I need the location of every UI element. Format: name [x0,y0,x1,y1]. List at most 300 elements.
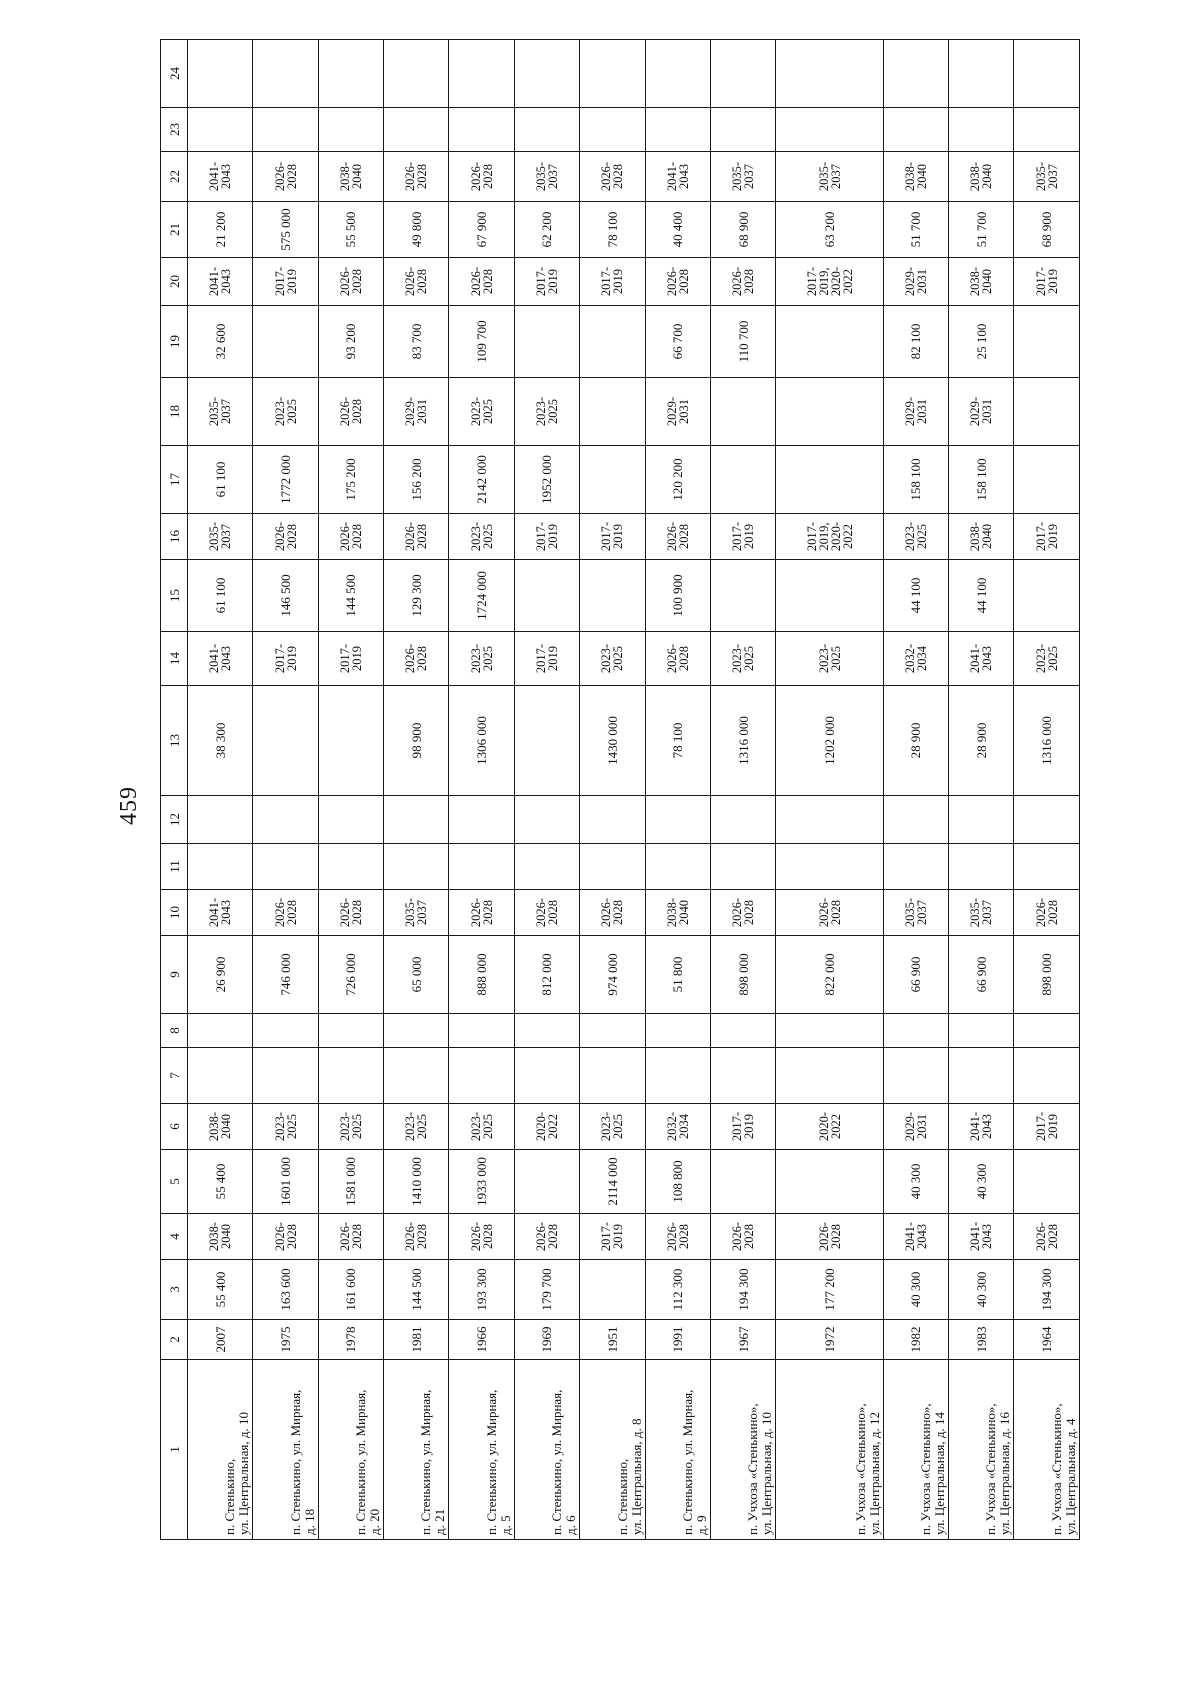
header-row [161,40,188,1540]
value-cell: 44 100 [883,560,948,632]
table-row [883,40,948,1540]
period-cell: 2035- 2037 [776,152,884,202]
value-cell: 146 500 [253,560,318,632]
value-cell: 726 000 [318,936,383,1014]
value-cell [1014,306,1080,378]
period-cell: 2032- 2034 [645,1104,710,1150]
value-cell [1014,378,1080,446]
value-cell: 98 900 [384,686,449,796]
value-cell [1014,1048,1080,1104]
value-cell: 40 300 [883,1150,948,1214]
value-cell [449,40,514,108]
address-cell: п. Стенькино, ул. Мирная, д. 5 [449,1360,514,1540]
value-cell [710,560,775,632]
value-cell: 66 900 [883,936,948,1014]
period-cell: 2026- 2028 [449,1214,514,1260]
value-cell: 55 500 [318,202,383,258]
period-cell: 2035- 2037 [883,890,948,936]
value-cell: 888 000 [449,936,514,1014]
period-cell: 2032- 2034 [883,632,948,686]
value-cell [949,1014,1014,1048]
period-cell: 2023- 2025 [883,514,948,560]
column-header: 20 [161,258,188,306]
value-cell: 1964 [1014,1320,1080,1360]
period-cell: 2017- 2019 [514,514,579,560]
period-cell: 2038- 2040 [318,152,383,202]
period-cell: 2023- 2025 [710,632,775,686]
value-cell: 66 700 [645,306,710,378]
period-cell: 2038- 2040 [188,1104,253,1150]
period-cell: 2017- 2019, 2020- 2022 [776,258,884,306]
period-cell: 2026- 2028 [710,890,775,936]
value-cell [449,796,514,844]
address-cell: п. Стенькино, ул. Мирная, д. 20 [318,1360,383,1540]
value-cell [883,796,948,844]
column-header: 22 [161,152,188,202]
value-cell: 193 300 [449,1260,514,1320]
value-cell [580,1014,645,1048]
value-cell: 575 000 [253,202,318,258]
value-cell [188,796,253,844]
column-header: 19 [161,306,188,378]
period-cell: 2023- 2025 [384,1104,449,1150]
period-cell: 2038- 2040 [188,1214,253,1260]
value-cell: 1991 [645,1320,710,1360]
value-cell [883,40,948,108]
value-cell [384,40,449,108]
value-cell: 161 600 [318,1260,383,1320]
value-cell [645,1014,710,1048]
period-cell: 2041- 2043 [188,258,253,306]
period-cell: 2026- 2028 [1014,890,1080,936]
period-cell: 2029- 2031 [949,378,1014,446]
value-cell [580,306,645,378]
value-cell: 1601 000 [253,1150,318,1214]
column-header: 2 [161,1320,188,1360]
period-cell: 2026- 2028 [318,890,383,936]
value-cell [384,108,449,152]
value-cell: 1410 000 [384,1150,449,1214]
address-cell: п. Стенькино, ул. Мирная, д. 21 [384,1360,449,1540]
period-cell: 2038- 2040 [949,258,1014,306]
value-cell: 108 800 [645,1150,710,1214]
value-cell [253,1048,318,1104]
value-cell [645,108,710,152]
value-cell [580,560,645,632]
period-cell: 2017- 2019 [253,632,318,686]
value-cell [253,686,318,796]
value-cell: 66 900 [949,936,1014,1014]
value-cell: 1982 [883,1320,948,1360]
value-cell: 112 300 [645,1260,710,1320]
value-cell: 40 300 [949,1260,1014,1320]
address-cell: п. Учхоза «Стенькино», ул. Центральная, д. 12 [776,1360,884,1540]
value-cell: 40 400 [645,202,710,258]
value-cell: 194 300 [710,1260,775,1320]
column-header: 23 [161,108,188,152]
period-cell: 2017- 2019 [1014,514,1080,560]
value-cell: 179 700 [514,1260,579,1320]
value-cell [384,1048,449,1104]
column-header: 10 [161,890,188,936]
column-header: 7 [161,1048,188,1104]
value-cell: 110 700 [710,306,775,378]
period-cell: 2029- 2031 [384,378,449,446]
value-cell: 109 700 [449,306,514,378]
value-cell [710,844,775,890]
column-header: 16 [161,514,188,560]
period-cell: 2017- 2019 [1014,258,1080,306]
value-cell [710,796,775,844]
value-cell: 28 900 [949,686,1014,796]
value-cell [580,40,645,108]
value-cell [514,1150,579,1214]
value-cell [776,560,884,632]
value-cell: 51 700 [949,202,1014,258]
table-row [384,40,449,1540]
period-cell: 2026- 2028 [776,890,884,936]
period-cell: 2020- 2022 [776,1104,884,1150]
value-cell [514,1048,579,1104]
period-cell: 2023- 2025 [253,378,318,446]
value-cell: 1983 [949,1320,1014,1360]
period-cell: 2026- 2028 [318,1214,383,1260]
value-cell: 746 000 [253,936,318,1014]
value-cell [710,40,775,108]
table-row [188,40,253,1540]
period-cell: 2026- 2028 [384,514,449,560]
value-cell: 175 200 [318,446,383,514]
column-header: 14 [161,632,188,686]
value-cell: 55 400 [188,1260,253,1320]
value-cell: 55 400 [188,1150,253,1214]
value-cell [1014,40,1080,108]
value-cell [514,796,579,844]
table-row [514,40,579,1540]
value-cell [188,1048,253,1104]
value-cell [253,40,318,108]
period-cell: 2026- 2028 [318,378,383,446]
value-cell: 1306 000 [449,686,514,796]
period-cell: 2041- 2043 [188,632,253,686]
value-cell: 32 600 [188,306,253,378]
address-cell: п. Стенькино, ул. Мирная, д. 6 [514,1360,579,1540]
value-cell [188,40,253,108]
period-cell: 2029- 2031 [883,1104,948,1150]
period-cell: 2041- 2043 [188,890,253,936]
value-cell: 974 000 [580,936,645,1014]
value-cell: 26 900 [188,936,253,1014]
period-cell: 2023- 2025 [580,632,645,686]
column-header: 9 [161,936,188,1014]
value-cell [384,796,449,844]
value-cell: 156 200 [384,446,449,514]
column-header: 11 [161,844,188,890]
value-cell [514,108,579,152]
value-cell [776,40,884,108]
value-cell [883,1014,948,1048]
table-row [318,40,383,1540]
value-cell: 1972 [776,1320,884,1360]
value-cell [776,306,884,378]
value-cell: 822 000 [776,936,884,1014]
period-cell: 2026- 2028 [449,890,514,936]
value-cell: 78 100 [580,202,645,258]
period-cell: 2026- 2028 [514,1214,579,1260]
column-header: 1 [161,1360,188,1540]
value-cell [449,844,514,890]
value-cell [645,1048,710,1104]
value-cell: 49 800 [384,202,449,258]
value-cell [949,108,1014,152]
period-cell: 2026- 2028 [776,1214,884,1260]
period-cell: 2017- 2019 [710,514,775,560]
value-cell [776,1150,884,1214]
value-cell: 63 200 [776,202,884,258]
value-cell [188,108,253,152]
period-cell: 2017- 2019 [514,632,579,686]
value-cell: 898 000 [710,936,775,1014]
period-cell: 2035- 2037 [949,890,1014,936]
period-cell: 2038- 2040 [949,514,1014,560]
table-row [645,40,710,1540]
period-cell: 2038- 2040 [949,152,1014,202]
value-cell [1014,560,1080,632]
value-cell: 82 100 [883,306,948,378]
value-cell [776,446,884,514]
address-cell: п. Стенькино, ул. Мирная, д. 18 [253,1360,318,1540]
value-cell [449,108,514,152]
value-cell: 1772 000 [253,446,318,514]
value-cell [188,1014,253,1048]
period-cell: 2017- 2019 [318,632,383,686]
table-row [1014,40,1080,1540]
value-cell: 1966 [449,1320,514,1360]
value-cell: 21 200 [188,202,253,258]
address-cell: п. Учхоза «Стенькино», ул. Центральная, д. 10 [710,1360,775,1540]
table-row [580,40,645,1540]
value-cell: 61 100 [188,446,253,514]
column-header: 17 [161,446,188,514]
address-cell: п. Учхоза «Стенькино», ул. Центральная, д. 14 [883,1360,948,1540]
value-cell: 61 100 [188,560,253,632]
value-cell: 120 200 [645,446,710,514]
value-cell [883,1048,948,1104]
value-cell: 1951 [580,1320,645,1360]
value-cell: 2114 000 [580,1150,645,1214]
period-cell: 2023- 2025 [253,1104,318,1150]
value-cell [318,108,383,152]
period-cell: 2026- 2028 [710,1214,775,1260]
value-cell [710,446,775,514]
value-cell [645,796,710,844]
value-cell [710,1150,775,1214]
value-cell [318,844,383,890]
period-cell: 2035- 2037 [384,890,449,936]
table-row [710,40,775,1540]
value-cell [1014,1014,1080,1048]
period-cell: 2041- 2043 [883,1214,948,1260]
period-cell: 2017- 2019 [580,514,645,560]
period-cell: 2041- 2043 [949,632,1014,686]
value-cell: 68 900 [710,202,775,258]
value-cell: 1967 [710,1320,775,1360]
value-cell [776,844,884,890]
period-cell: 2026- 2028 [645,258,710,306]
column-header: 3 [161,1260,188,1320]
period-cell: 2035- 2037 [188,378,253,446]
value-cell [449,1014,514,1048]
value-cell: 67 900 [449,202,514,258]
column-header: 21 [161,202,188,258]
value-cell: 1316 000 [710,686,775,796]
period-cell: 2017- 2019 [253,258,318,306]
address-cell: п. Учхоза «Стенькино», ул. Центральная, д. 4 [1014,1360,1080,1540]
period-cell: 2017- 2019 [1014,1104,1080,1150]
value-cell: 158 100 [883,446,948,514]
period-cell: 2026- 2028 [253,890,318,936]
value-cell [645,40,710,108]
period-cell: 2026- 2028 [318,258,383,306]
period-cell: 2026- 2028 [645,514,710,560]
value-cell [384,844,449,890]
column-header: 4 [161,1214,188,1260]
column-header: 15 [161,560,188,632]
address-cell: п. Стенькино, ул. Центральная, д. 10 [188,1360,253,1540]
value-cell [449,1048,514,1104]
value-cell: 144 500 [384,1260,449,1320]
period-cell: 2023- 2025 [449,1104,514,1150]
value-cell [949,796,1014,844]
value-cell [580,108,645,152]
value-cell [1014,796,1080,844]
value-cell [514,560,579,632]
address-cell: п. Учхоза «Стенькино», ул. Центральная, д. 16 [949,1360,1014,1540]
value-cell [949,844,1014,890]
period-cell: 2023- 2025 [318,1104,383,1150]
period-cell: 2020- 2022 [514,1104,579,1150]
period-cell: 2026- 2028 [318,514,383,560]
value-cell [318,1048,383,1104]
value-cell [1014,108,1080,152]
value-cell [318,686,383,796]
value-cell [514,1014,579,1048]
value-cell: 1202 000 [776,686,884,796]
period-cell: 2017- 2019 [580,258,645,306]
value-cell [645,844,710,890]
value-cell [580,796,645,844]
period-cell: 2026- 2028 [449,152,514,202]
column-header: 13 [161,686,188,796]
value-cell: 129 300 [384,560,449,632]
column-header: 8 [161,1014,188,1048]
value-cell [776,1014,884,1048]
value-cell: 1969 [514,1320,579,1360]
value-cell [580,378,645,446]
value-cell [318,40,383,108]
period-cell: 2041- 2043 [949,1104,1014,1150]
value-cell: 51 800 [645,936,710,1014]
address-cell: п. Стенькино, ул. Центральная, д. 8 [580,1360,645,1540]
value-cell: 1981 [384,1320,449,1360]
value-cell: 177 200 [776,1260,884,1320]
value-cell [710,108,775,152]
period-cell: 2026- 2028 [253,1214,318,1260]
value-cell [318,1014,383,1048]
value-cell [188,844,253,890]
value-cell: 194 300 [1014,1260,1080,1320]
period-cell: 2026- 2028 [384,632,449,686]
period-cell: 2017- 2019 [710,1104,775,1150]
period-cell: 2041- 2043 [645,152,710,202]
value-cell [776,378,884,446]
value-cell [384,1014,449,1048]
value-cell: 163 600 [253,1260,318,1320]
period-cell: 2023- 2025 [514,378,579,446]
value-cell: 2007 [188,1320,253,1360]
value-cell [514,844,579,890]
value-cell [949,40,1014,108]
value-cell: 68 900 [1014,202,1080,258]
value-cell: 40 300 [949,1150,1014,1214]
value-cell: 1952 000 [514,446,579,514]
table-row [449,40,514,1540]
period-cell: 2029- 2031 [645,378,710,446]
period-cell: 2023- 2025 [1014,632,1080,686]
value-cell: 812 000 [514,936,579,1014]
value-cell [710,1014,775,1048]
value-cell: 40 300 [883,1260,948,1320]
value-cell [253,108,318,152]
value-cell [580,1260,645,1320]
value-cell: 83 700 [384,306,449,378]
table-row [949,40,1014,1540]
value-cell: 51 700 [883,202,948,258]
period-cell: 2026- 2028 [384,258,449,306]
value-cell: 1316 000 [1014,686,1080,796]
period-cell: 2041- 2043 [188,152,253,202]
period-cell: 2026- 2028 [514,890,579,936]
value-cell [580,844,645,890]
table-body [188,40,1080,1540]
column-header: 18 [161,378,188,446]
value-cell [1014,1150,1080,1214]
period-cell: 2023- 2025 [449,514,514,560]
value-cell [580,446,645,514]
value-cell: 93 200 [318,306,383,378]
value-cell [710,1048,775,1104]
value-cell [514,686,579,796]
value-cell [253,1014,318,1048]
value-cell: 28 900 [883,686,948,796]
period-cell: 2035- 2037 [188,514,253,560]
value-cell [253,306,318,378]
value-cell: 100 900 [645,560,710,632]
period-cell: 2023- 2025 [776,632,884,686]
column-header: 5 [161,1150,188,1214]
value-cell: 144 500 [318,560,383,632]
period-cell: 2023- 2025 [580,1104,645,1150]
period-cell: 2023- 2025 [449,378,514,446]
value-cell: 1933 000 [449,1150,514,1214]
value-cell: 1978 [318,1320,383,1360]
value-cell [514,40,579,108]
value-cell [883,844,948,890]
value-cell: 158 100 [949,446,1014,514]
value-cell [776,1048,884,1104]
data-table [160,39,1080,1540]
column-header: 12 [161,796,188,844]
